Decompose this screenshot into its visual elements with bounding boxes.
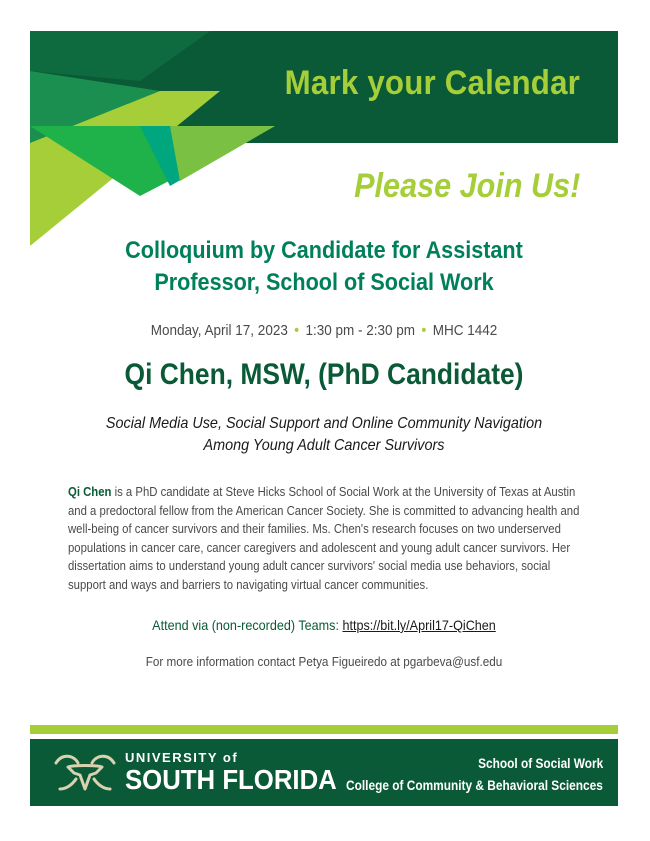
talk-title [59, 413, 588, 457]
event-heading [59, 235, 588, 299]
event-date: Monday, April 17, 2023 [150, 322, 288, 339]
footer-accent-bar [30, 725, 618, 734]
event-location: MHC 1442 [432, 322, 498, 339]
event-datetime [59, 322, 588, 339]
separator-dot: • [294, 322, 300, 339]
bio-name: Qi Chen [68, 485, 112, 499]
separator-dot: • [421, 322, 427, 339]
decorative-triangles [30, 31, 310, 246]
teams-link[interactable]: https://bit.ly/April17-QiChen [342, 617, 496, 633]
university-small: UNIVERSITY of [125, 750, 239, 765]
header-title: Mark your Calendar [284, 64, 580, 102]
college-name: College of Community & Behavioral Sciences [346, 778, 603, 793]
contact-info: For more information contact Petya Figueiredo at pgarbeva@usf.edu [145, 654, 503, 669]
talk-title-line2: Among Young Adult Cancer Survivors [203, 437, 445, 454]
event-time: 1:30 pm - 2:30 pm [305, 322, 416, 339]
attend-label: Attend via (non-recorded) Teams: [152, 617, 343, 633]
speaker-bio [68, 483, 581, 594]
university-name: SOUTH FLORIDA [125, 764, 337, 795]
event-heading-line1: Colloquium by Candidate for Assistant [125, 237, 523, 264]
footer [30, 739, 618, 806]
event-heading-line2: Professor, School of Social Work [154, 269, 494, 296]
please-join-us: Please Join Us! [353, 167, 580, 205]
bio-text: is a PhD candidate at Steve Hicks School of Social Work at the University of Texas at Austin and a predoctoral fellow from the American Cancer Society. She is committed to advancing health and well-being of cancer survivors and their families. Ms. Chen's research focuses on two underserved populations in cancer care, cancer caregivers and adolescent and young adult cancer survivors. Her dissertation aims to understand young adult cancer survivors' social media use behaviors, social support and ways and barriers to navigating virtual cancer communities. [68, 485, 580, 592]
attend-info [59, 617, 588, 633]
speaker-name: Qi Chen, MSW, (PhD Candidate) [124, 358, 524, 391]
usf-bull-logo-icon [52, 749, 118, 795]
school-name: School of Social Work [477, 756, 603, 771]
flyer [30, 31, 618, 806]
talk-title-line1: Social Media Use, Social Support and Online Community Navigation [105, 415, 543, 432]
